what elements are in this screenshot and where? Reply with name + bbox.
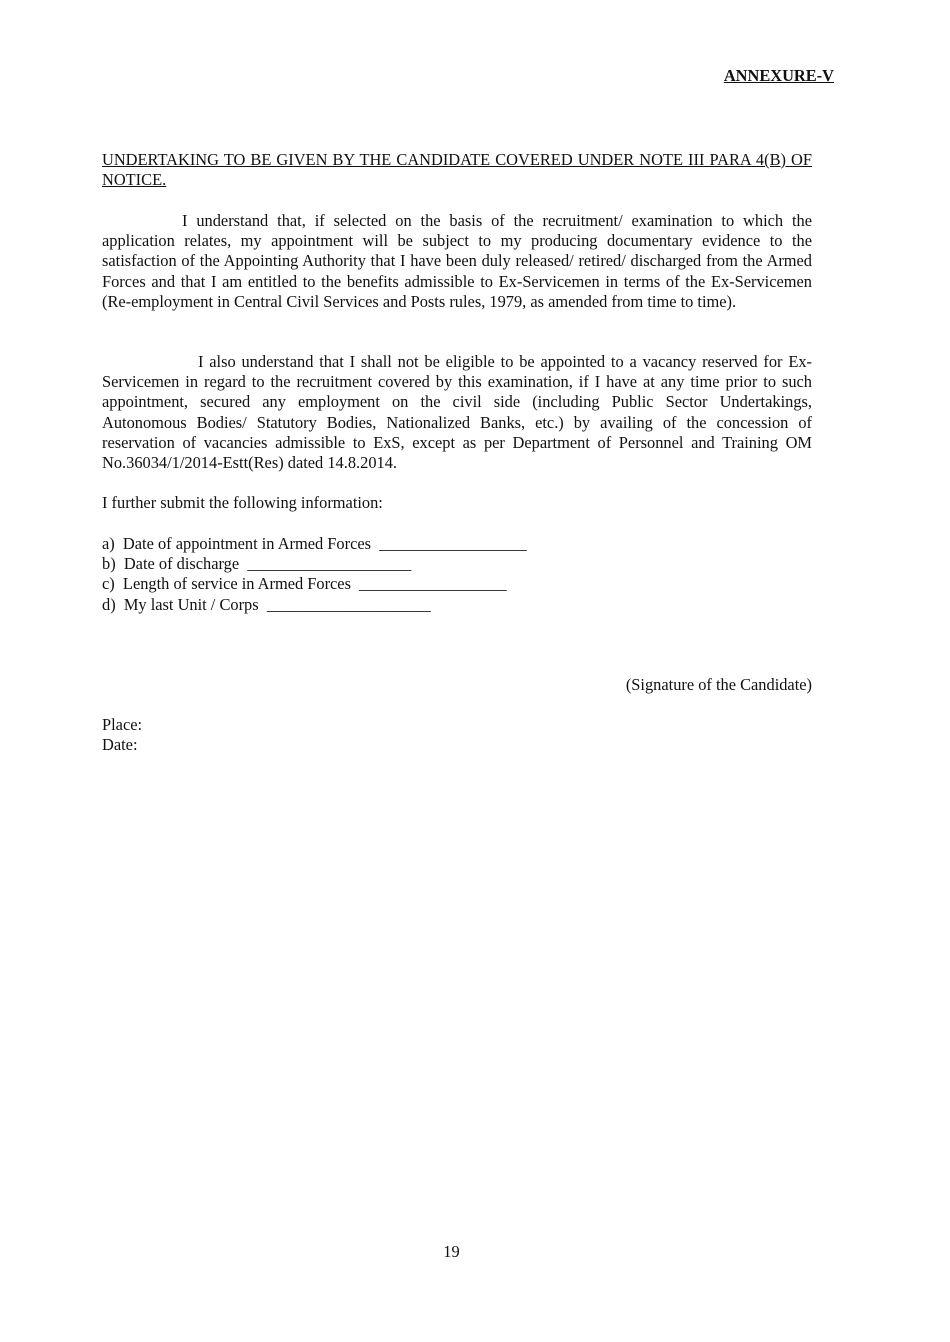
place-label: Place:: [102, 715, 143, 734]
info-item-appointment-date: a) Date of appointment in Armed Forces __________________: [102, 534, 527, 553]
info-item-service-length: c) Length of service in Armed Forces __________________: [102, 574, 507, 594]
paragraph-understanding: I understand that, if selected on the basis of the recruitment/ examination to which the application relates, my appointment will be subject to my producing documentary evidence to the satisfaction of the Appointing Authority that I have been duly released/ retired/ discharged from the Armed Forces and that I am entitled to the benefits admissible to Ex-Servicemen in terms of the Ex-Servicemen (Re-employment in Central Civil Services and Posts rules, 1979, as amended from time to time).: [102, 211, 812, 311]
info-item-discharge-date: b) Date of discharge ____________________: [102, 554, 412, 574]
annexure-label: ANNEXURE-V: [723, 66, 834, 85]
date-label: Date:: [102, 735, 138, 754]
undertaking-heading: UNDERTAKING TO BE GIVEN BY THE CANDIDATE COVERED UNDER NOTE III PARA 4(B) OF NOTICE.: [102, 150, 812, 190]
information-list: [102, 534, 812, 615]
info-item-last-unit: d) My last Unit / Corps ____________________: [102, 594, 431, 614]
page-number: 19: [443, 1242, 460, 1261]
paragraph-further-info: I further submit the following information:: [102, 493, 383, 512]
signature-label: (Signature of the Candidate): [625, 675, 812, 694]
paragraph-eligibility: I also understand that I shall not be eligible to be appointed to a vacancy reserved for Ex-Servicemen in regard to the recruitment covered by this examination, if I have at any time prior to such appointment, secured any employment on the civil side (including Public Sector Undertakings, Autonomous Bodies/ Statutory Bodies, Nationalized Banks, etc.) by availing of the concession of reservation of vacancies admissible to ExS, except as per Department of Personnel and Training OM No.36034/1/2014-Estt(Res) dated 14.8.2014.: [102, 352, 812, 473]
